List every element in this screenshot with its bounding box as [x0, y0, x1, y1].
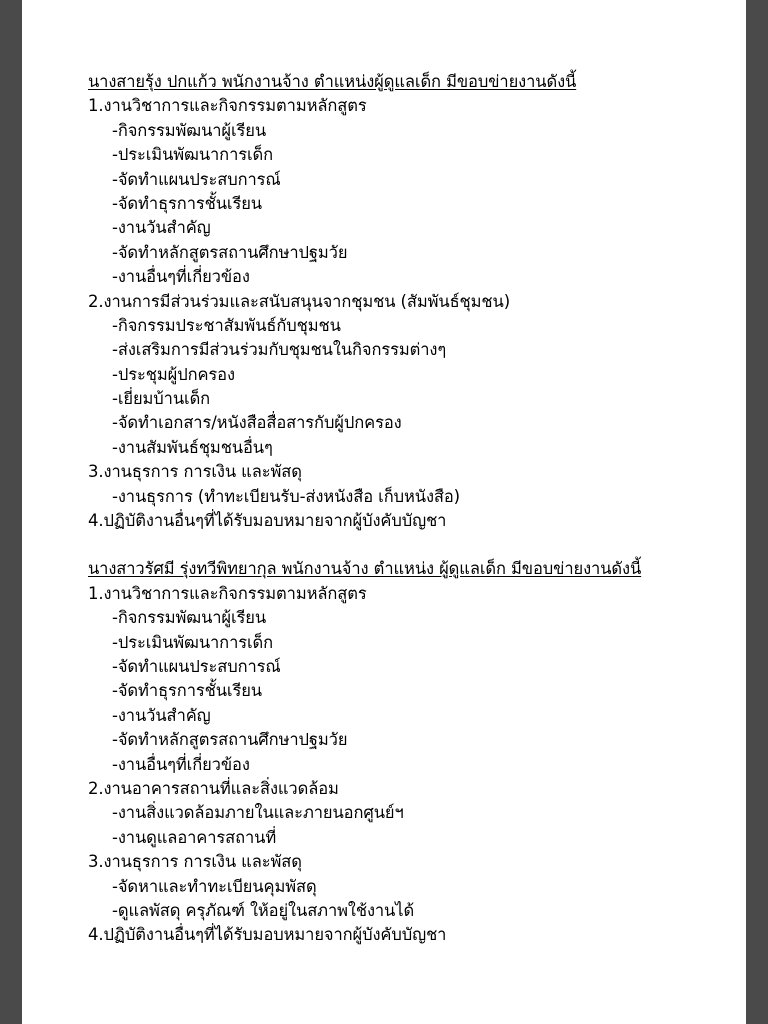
duty-item: -จัดทำหลักสูตรสถานศึกษาปฐมวัย: [112, 730, 348, 750]
duty-item: -จัดทำธุรการชั้นเรียน: [112, 681, 262, 701]
document-page: [22, 0, 746, 1024]
duty-group-title: 4.ปฏิบัติงานอื่นๆที่ได้รับมอบหมายจากผู้บังคับบัญชา: [88, 511, 447, 531]
duty-item: -งานวันสำคัญ: [112, 218, 211, 238]
duty-item: -งานวันสำคัญ: [112, 705, 211, 725]
duty-item: -จัดทำแผนประสบการณ์: [112, 656, 281, 676]
section-heading: นางสาวรัศมี รุ่งทวีพิทยากุล พนักงานจ้าง ตำแหน่ง ผู้ดูแลเด็ก มีขอบข่ายงานดังนี้: [88, 559, 642, 579]
duty-item: -จัดหาและทำทะเบียนคุมพัสดุ: [112, 876, 317, 896]
section-spacer: [88, 533, 736, 557]
duty-item: -งานสัมพันธ์ชุมชนอื่นๆ: [112, 437, 273, 457]
duty-item: -งานอื่นๆที่เกี่ยวข้อง: [112, 267, 250, 287]
duty-item: -ประชุมผู้ปกครอง: [112, 364, 235, 384]
duty-group-title: 3.งานธุรการ การเงิน และพัสดุ: [88, 852, 302, 872]
duty-item: -จัดทำธุรการชั้นเรียน: [112, 193, 262, 213]
duty-item: -จัดทำหลักสูตรสถานศึกษาปฐมวัย: [112, 242, 348, 262]
duty-item: -ดูแลพัสดุ ครุภัณฑ์ ให้อยู่ในสภาพใช้งานได้: [112, 900, 415, 920]
duty-item: -ส่งเสริมการมีส่วนร่วมกับชุมชนในกิจกรรมต่างๆ: [112, 340, 447, 360]
duty-group-title: 4.ปฏิบัติงานอื่นๆที่ได้รับมอบหมายจากผู้บังคับบัญชา: [88, 925, 447, 945]
document-content: [88, 70, 736, 948]
duty-group-title: 1.งานวิชาการและกิจกรรมตามหลักสูตร: [88, 96, 367, 116]
duty-item: -จัดทำเอกสาร/หนังสือสื่อสารกับผู้ปกครอง: [112, 413, 402, 433]
section-heading: นางสายรุ้ง ปกแก้ว พนักงานจ้าง ตำแหน่งผู้ดูแลเด็ก มีขอบข่ายงานดังนี้: [88, 72, 577, 91]
duty-group-title: 2.งานการมีส่วนร่วมและสนับสนุนจากชุมชน (สัมพันธ์ชุมชน): [88, 291, 511, 311]
duty-item: -งานธุรการ (ทำทะเบียนรับ-ส่งหนังสือ เก็บหนังสือ): [112, 486, 461, 506]
duty-group-title: 3.งานธุรการ การเงิน และพัสดุ: [88, 462, 302, 482]
duty-group-title: 2.งานอาคารสถานที่และสิ่งแวดล้อม: [88, 778, 339, 798]
duty-item: -ประเมินพัฒนาการเด็ก: [112, 632, 274, 652]
duty-item: -กิจกรรมพัฒนาผู้เรียน: [112, 608, 267, 628]
duty-section: [88, 70, 736, 533]
duty-section: [88, 557, 736, 947]
duty-item: -งานอื่นๆที่เกี่ยวข้อง: [112, 754, 250, 774]
duty-item: -กิจกรรมพัฒนาผู้เรียน: [112, 120, 267, 140]
duty-group-title: 1.งานวิชาการและกิจกรรมตามหลักสูตร: [88, 583, 367, 603]
duty-item: -งานสิ่งแวดล้อมภายในและภายนอกศูนย์ฯ: [112, 803, 404, 823]
duty-item: -กิจกรรมประชาสัมพันธ์กับชุมชน: [112, 315, 341, 335]
duty-item: -เยี่ยมบ้านเด็ก: [112, 389, 211, 409]
duty-item: -จัดทำแผนประสบการณ์: [112, 169, 281, 189]
duty-item: -งานดูแลอาคารสถานที่: [112, 827, 277, 847]
duty-item: -ประเมินพัฒนาการเด็ก: [112, 145, 274, 165]
